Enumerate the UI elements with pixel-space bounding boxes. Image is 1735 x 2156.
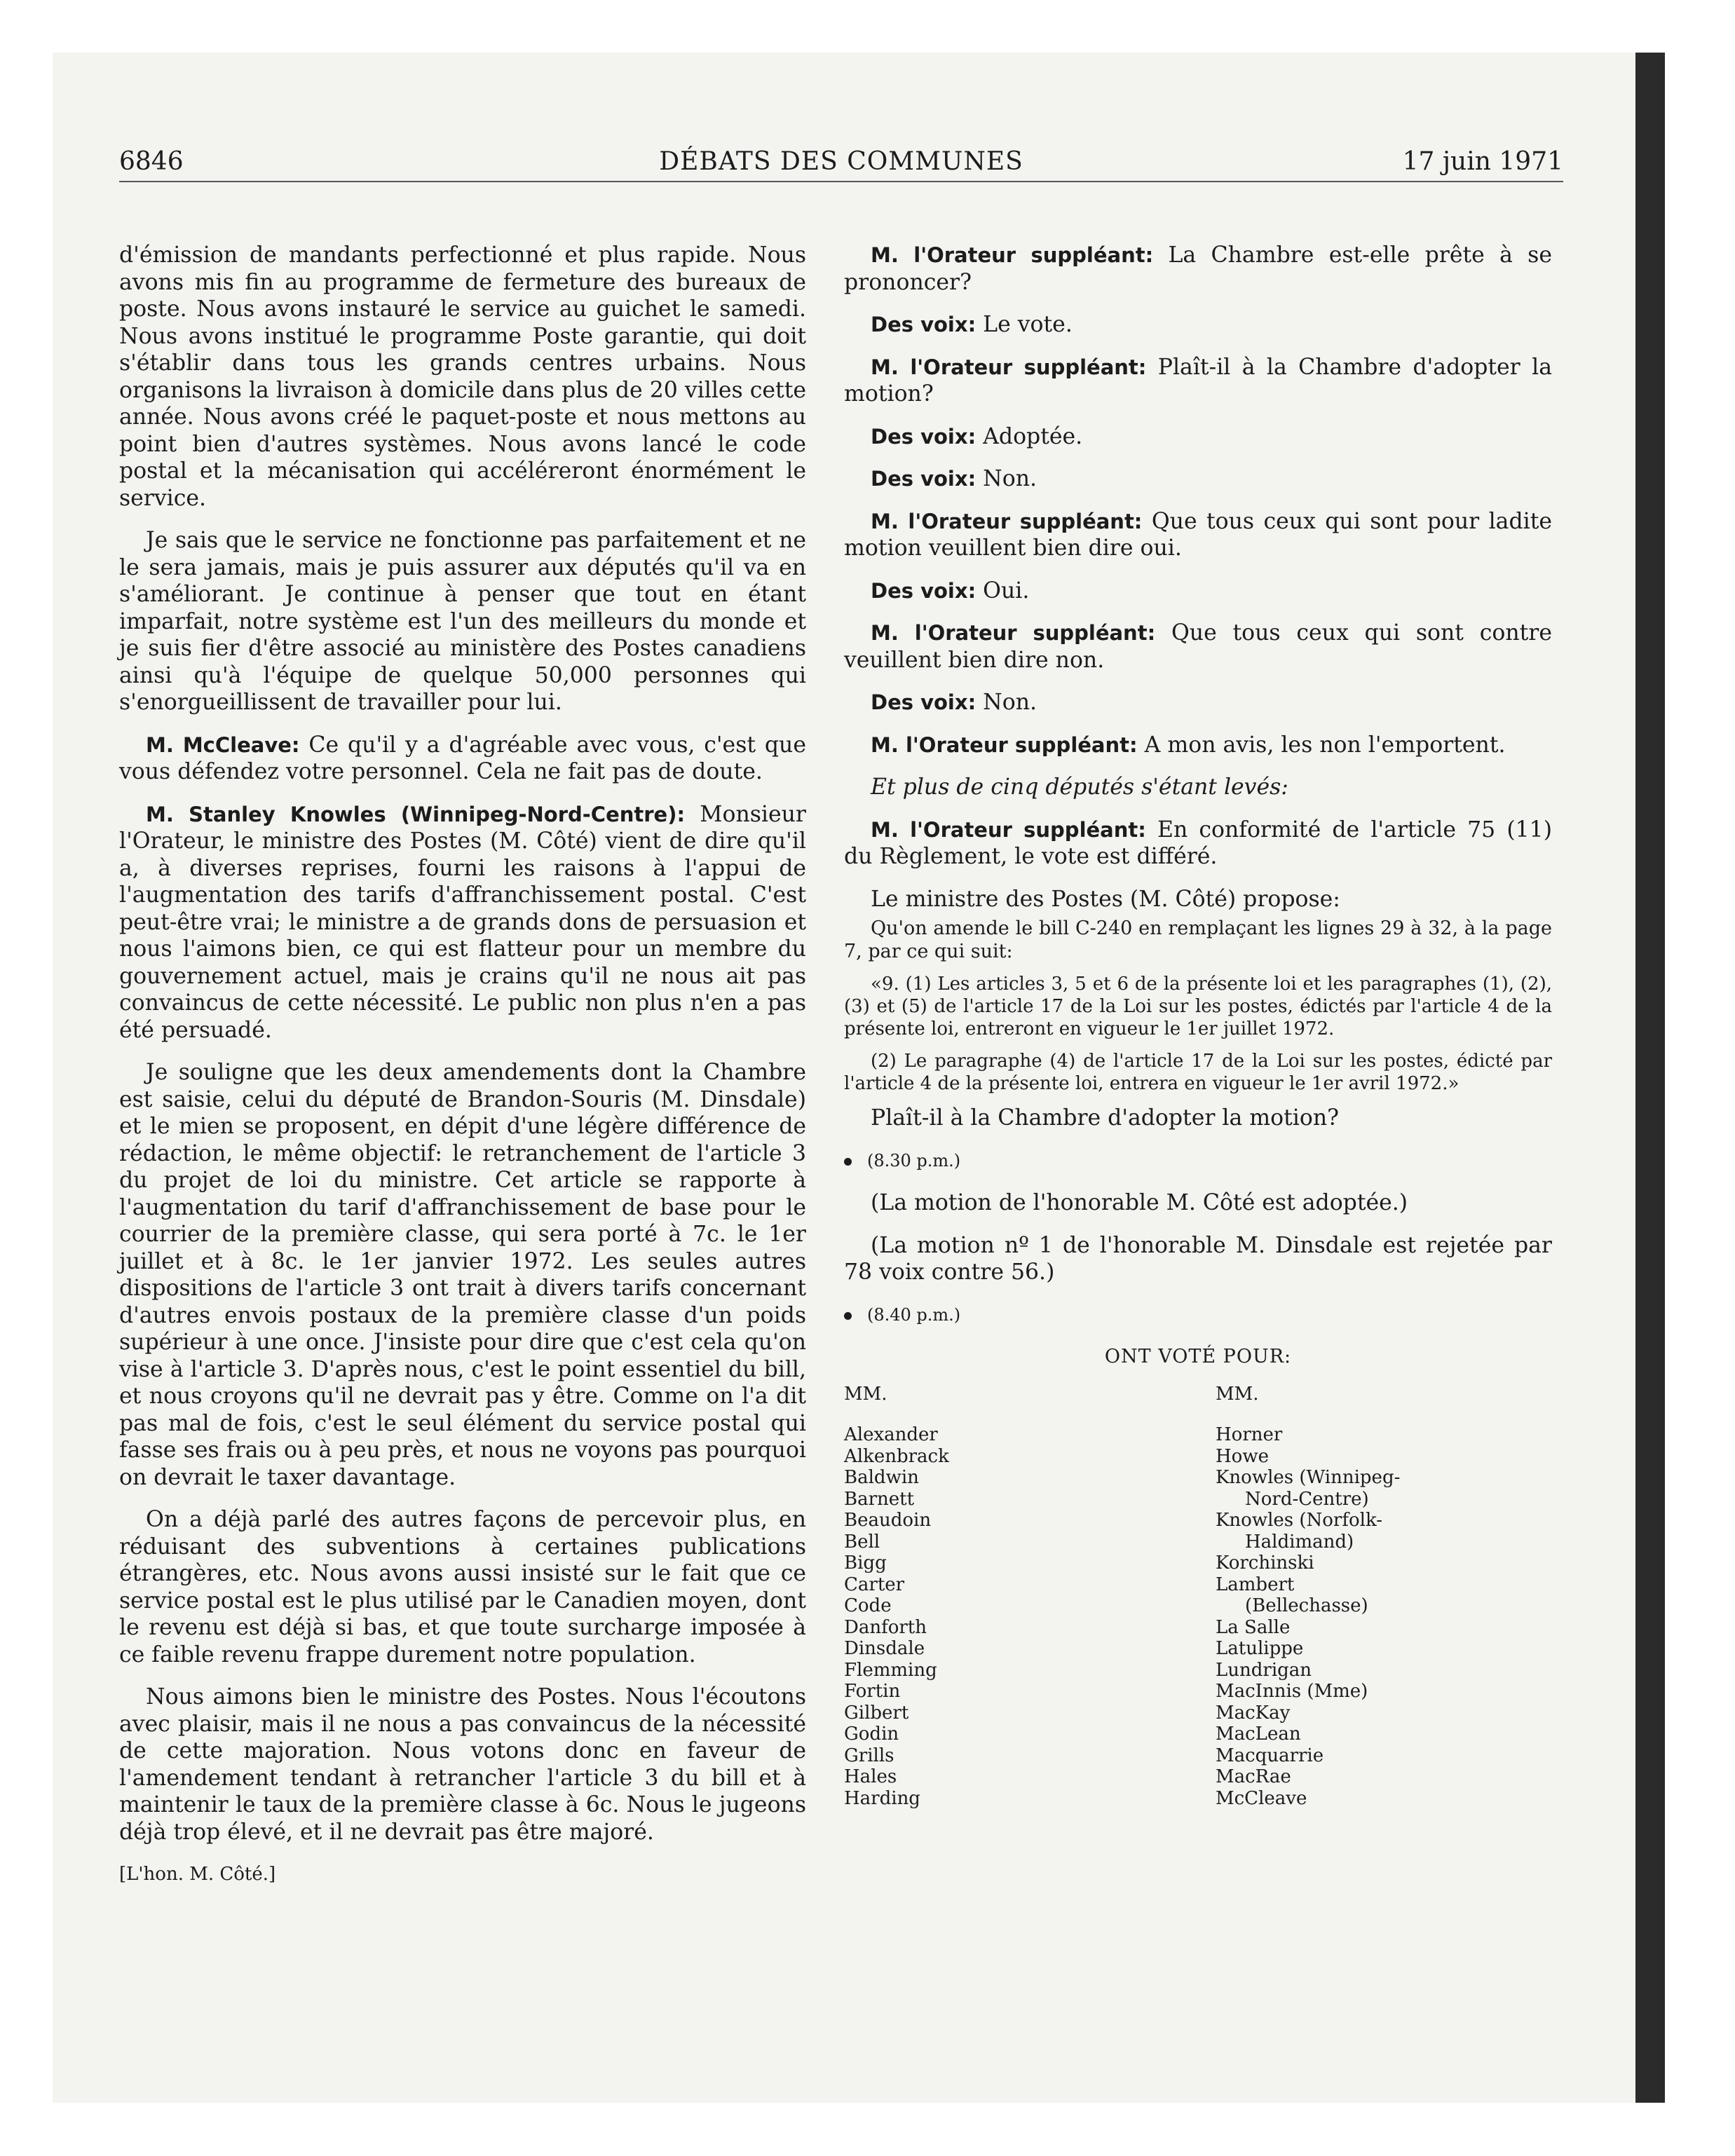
member-name: Fortin <box>844 1681 901 1702</box>
member-name: Horner <box>1216 1424 1283 1445</box>
speech-text: Oui. <box>976 578 1030 603</box>
member-name: Lambert <box>1216 1574 1295 1595</box>
speech <box>844 423 1552 451</box>
speech <box>844 689 1552 716</box>
member-name: Baldwin <box>844 1467 919 1488</box>
member-name: Bigg <box>844 1553 887 1574</box>
member-name: Latulippe <box>1216 1638 1304 1659</box>
stage-direction: Et plus de cinq députés s'étant levés: <box>871 775 1288 800</box>
paragraph: Nous aimons bien le ministre des Postes. Nous l'écoutons avec plaisir, mais il ne nous a pas convaincus de la nécessité de cette majoration. Nous votons donc en faveur de l'amendement tendant à retrancher l'article 3 du bill et à maintenir le taux de la première classe à 6c. Nous le jugeons déjà trop élevé, et il ne devrait pas être majoré. <box>119 1684 806 1845</box>
speaker-name: Des voix: <box>871 424 977 449</box>
member-name: Carter <box>844 1574 905 1595</box>
member-name: Knowles (Norfolk- <box>1216 1510 1383 1531</box>
speech-text: Non. <box>976 690 1037 715</box>
page-number: 6846 <box>119 147 184 176</box>
member-name: Korchinski <box>1216 1553 1314 1574</box>
member-name: Danforth <box>844 1616 927 1638</box>
speech <box>844 311 1552 339</box>
minister-proposal: Le ministre des Postes (M. Côté) propose: <box>871 886 1340 912</box>
speaker-name: M. l'Orateur suppléant: <box>871 732 1138 757</box>
speech <box>844 578 1552 605</box>
member-name: McCleave <box>1216 1787 1307 1809</box>
speaker-name: M. McCleave: <box>146 732 300 757</box>
member-name: Godin <box>844 1724 899 1745</box>
motion-quote: «9. (1) Les articles 3, 5 et 6 de la présente loi et les paragraphes (1), (2), (3) et (5) de l'article 17 de la Loi sur les postes, édictés par l'article 4 de la présente loi, entreront en vigueur le 1er juillet 1972. <box>844 974 1552 1039</box>
speaker-name: M. l'Orateur suppléant: <box>871 243 1154 267</box>
speech-knowles <box>119 801 806 1044</box>
bullet-icon <box>844 1158 852 1166</box>
speech-text: La Chambre est-elle prête à se prononcer? <box>844 243 1552 295</box>
speaker-name: Des voix: <box>871 313 977 336</box>
speech-text: Plaît-il à la Chambre d'adopter la motion? <box>844 354 1552 407</box>
member-name: Hales <box>844 1766 897 1787</box>
speech-text: Le vote. <box>976 312 1073 337</box>
speech <box>844 354 1552 408</box>
motion-text: Qu'on amende le bill C-240 en remplaçant les lignes 29 à 32, à la page 7, par ce qui suit: <box>844 917 1552 962</box>
member-name: MacLean <box>1216 1724 1301 1745</box>
paragraph: d'émission de mandants perfectionné et plus rapide. Nous avons mis fin au programme de fermeture des bureaux de poste. Nous avons instauré le service au guichet le samedi. Nous avons institué le programme Poste garantie, qui doit s'établir dans tous les grands centres urbains. Nous organisons la livraison à domicile dans plus de 20 villes cette année. Nous avons créé le paquet-poste et nous mettons au point bien d'autres systèmes. Nous avons lancé le code postal et la mécanisation qui accéléreront énormément le service. <box>119 243 806 511</box>
member-name: Alexander <box>844 1424 938 1445</box>
vote-heading: ONT VOTÉ POUR: <box>1104 1346 1292 1367</box>
motion-quote: (2) Le paragraphe (4) de l'article 17 de la Loi sur les postes, édicté par l'article 4 de la présente loi, entrera en vigueur le 1er avril 1972.» <box>844 1051 1552 1094</box>
speech <box>844 817 1552 871</box>
speaker-name: M. Stanley Knowles (Winnipeg-Nord-Centre): <box>146 802 686 826</box>
member-name: MacInnis (Mme) <box>1216 1681 1368 1702</box>
bullet-icon <box>844 1312 852 1320</box>
member-name: Harding <box>844 1787 920 1809</box>
speech <box>844 508 1552 562</box>
member-name: La Salle <box>1216 1616 1291 1638</box>
speaker-name: Des voix: <box>871 690 977 714</box>
member-name-continued: Nord-Centre) <box>1245 1488 1369 1510</box>
member-name: Gilbert <box>844 1702 909 1724</box>
member-name-continued: Haldimand) <box>1245 1531 1354 1553</box>
time-marker <box>844 1147 1552 1175</box>
time-marker <box>844 1302 1552 1329</box>
vote-list <box>844 1384 1552 1810</box>
time-text: (8.30 p.m.) <box>867 1150 961 1171</box>
speech <box>844 465 1552 493</box>
member-name: Knowles (Winnipeg- <box>1216 1467 1401 1488</box>
left-column <box>119 242 806 1888</box>
speaker-name: M. l'Orateur suppléant: <box>871 355 1147 379</box>
member-name: Grills <box>844 1745 894 1766</box>
speech-text: Non. <box>976 466 1037 491</box>
result: (La motion nº 1 de l'honorable M. Dinsdale est rejetée par 78 voix contre 56.) <box>844 1232 1552 1285</box>
member-name: Macquarrie <box>1216 1745 1324 1766</box>
vote-column-right <box>1216 1384 1552 1810</box>
member-name: Bell <box>844 1531 880 1553</box>
speech-mccleave <box>119 732 806 786</box>
right-column <box>844 242 1552 1809</box>
question: Plaît-il à la Chambre d'adopter la motion? <box>871 1105 1340 1131</box>
speech-text: A mon avis, les non l'emportent. <box>1137 732 1506 758</box>
member-name: Barnett <box>844 1488 915 1510</box>
paragraph: Je sais que le service ne fonctionne pas parfaitement et ne le sera jamais, mais je puis assurer aux députés qu'il va en s'améliorant. Je continue à penser que tout en étant imparfait, notre système est l'un des meilleurs du monde et je suis fier d'être associé au ministère des Postes canadiens ainsi qu'à l'équipe de quelque 50,000 personnes qui s'enorgueillissent de travailler pour lui. <box>119 528 806 715</box>
header-rule <box>119 181 1563 182</box>
vote-column-left <box>844 1384 1181 1810</box>
speech-text: Ce qu'il y a d'agréable avec vous, c'est que vous défendez votre personnel. Cela ne fait pas de doute. <box>119 732 806 784</box>
member-name: Dinsdale <box>844 1638 925 1659</box>
speaker-name: M. l'Orateur suppléant: <box>871 509 1143 533</box>
vote-column-prefix: MM. <box>1216 1383 1259 1405</box>
page-date: 17 juin 1971 <box>1402 147 1563 176</box>
paragraph: On a déjà parlé des autres façons de percevoir plus, en réduisant des subventions à certaines publications étrangères, etc. Nous avons aussi insisté sur le fait que ce service postal est le plus utilisé par le Canadien moyen, dont le revenu est déjà si bas, et que toute surcharge imposée à ce faible revenu frappe durement notre population. <box>119 1507 806 1667</box>
speaker-name: Des voix: <box>871 578 977 603</box>
speaker-name: M. l'Orateur suppléant: <box>871 621 1156 645</box>
vote-column-prefix: MM. <box>844 1383 887 1405</box>
speech <box>844 242 1552 296</box>
member-name: MacKay <box>1216 1702 1291 1724</box>
member-name: Howe <box>1216 1445 1269 1467</box>
speech <box>844 732 1552 759</box>
member-name: Beaudoin <box>844 1510 932 1531</box>
member-name: Code <box>844 1595 892 1616</box>
speech-text: Adoptée. <box>976 423 1083 449</box>
time-text: (8.40 p.m.) <box>867 1304 961 1325</box>
result: (La motion de l'honorable M. Côté est adoptée.) <box>871 1190 1408 1215</box>
member-name: Flemming <box>844 1659 937 1681</box>
member-name: Lundrigan <box>1216 1659 1312 1681</box>
paragraph: Je souligne que les deux amendements dont la Chambre est saisie, celui du député de Brandon-Souris (M. Dinsdale) et le mien se proposent, en dépit d'une légère différence de rédaction, le même objectif: le retranchement de l'article 3 du projet de loi du ministre. Cet article se rapporte à l'augmentation du tarif d'affranchissement de base pour le courrier de la première classe, qui sera porté à 7c. le 1er juillet et à 8c. le 1er janvier 1972. Les seules autres dispositions de l'article 3 ont trait à divers tarifs concernant d'autres envois postaux de la première classe d'un poids supérieur à une once. J'insiste pour dire que c'est cela qu'on vise à l'article 3. D'après nous, c'est le point essentiel du bill, et nous croyons qu'il ne devrait pas y être. Comme on l'a dit pas mal de fois, c'est le seul élément du service postal qui fasse ses frais ou à peu près, et nous ne voyons pas pourquoi on devrait le taxer davantage. <box>119 1060 806 1490</box>
page-title: DÉBATS DES COMMUNES <box>659 147 1023 176</box>
footer-reference: [L'hon. M. Côté.] <box>119 1864 276 1885</box>
speech-text: En conformité de l'article 75 (11) du Règlement, le vote est différé. <box>844 817 1552 869</box>
speech-text: Que tous ceux qui sont contre veuillent bien dire non. <box>844 620 1552 673</box>
speech <box>844 620 1552 674</box>
member-name: MacRae <box>1216 1766 1291 1787</box>
speech-text: Que tous ceux qui sont pour ladite motion veuillent bien dire oui. <box>844 508 1552 561</box>
speech-text: Monsieur l'Orateur, le ministre des Postes (M. Côté) vient de dire qu'il a, à diverses reprises, fourni les raisons à l'appui de l'augmentation des tarifs d'affranchissement postal. C'est peut-être vrai; le ministre a de grands dons de persuasion et nous l'aimons bien, ce qui est flatteur pour un membre du gouvernement actuel, mais je crains qu'il ne nous ait pas convaincus de cette nécessité. Le public non plus n'en a pas été persuadé. <box>119 801 806 1043</box>
member-name: Alkenbrack <box>844 1445 949 1467</box>
member-name-continued: (Bellechasse) <box>1245 1595 1368 1616</box>
scan-edge-bar <box>1635 53 1665 2103</box>
speaker-name: Des voix: <box>871 467 977 491</box>
speaker-name: M. l'Orateur suppléant: <box>871 817 1146 842</box>
